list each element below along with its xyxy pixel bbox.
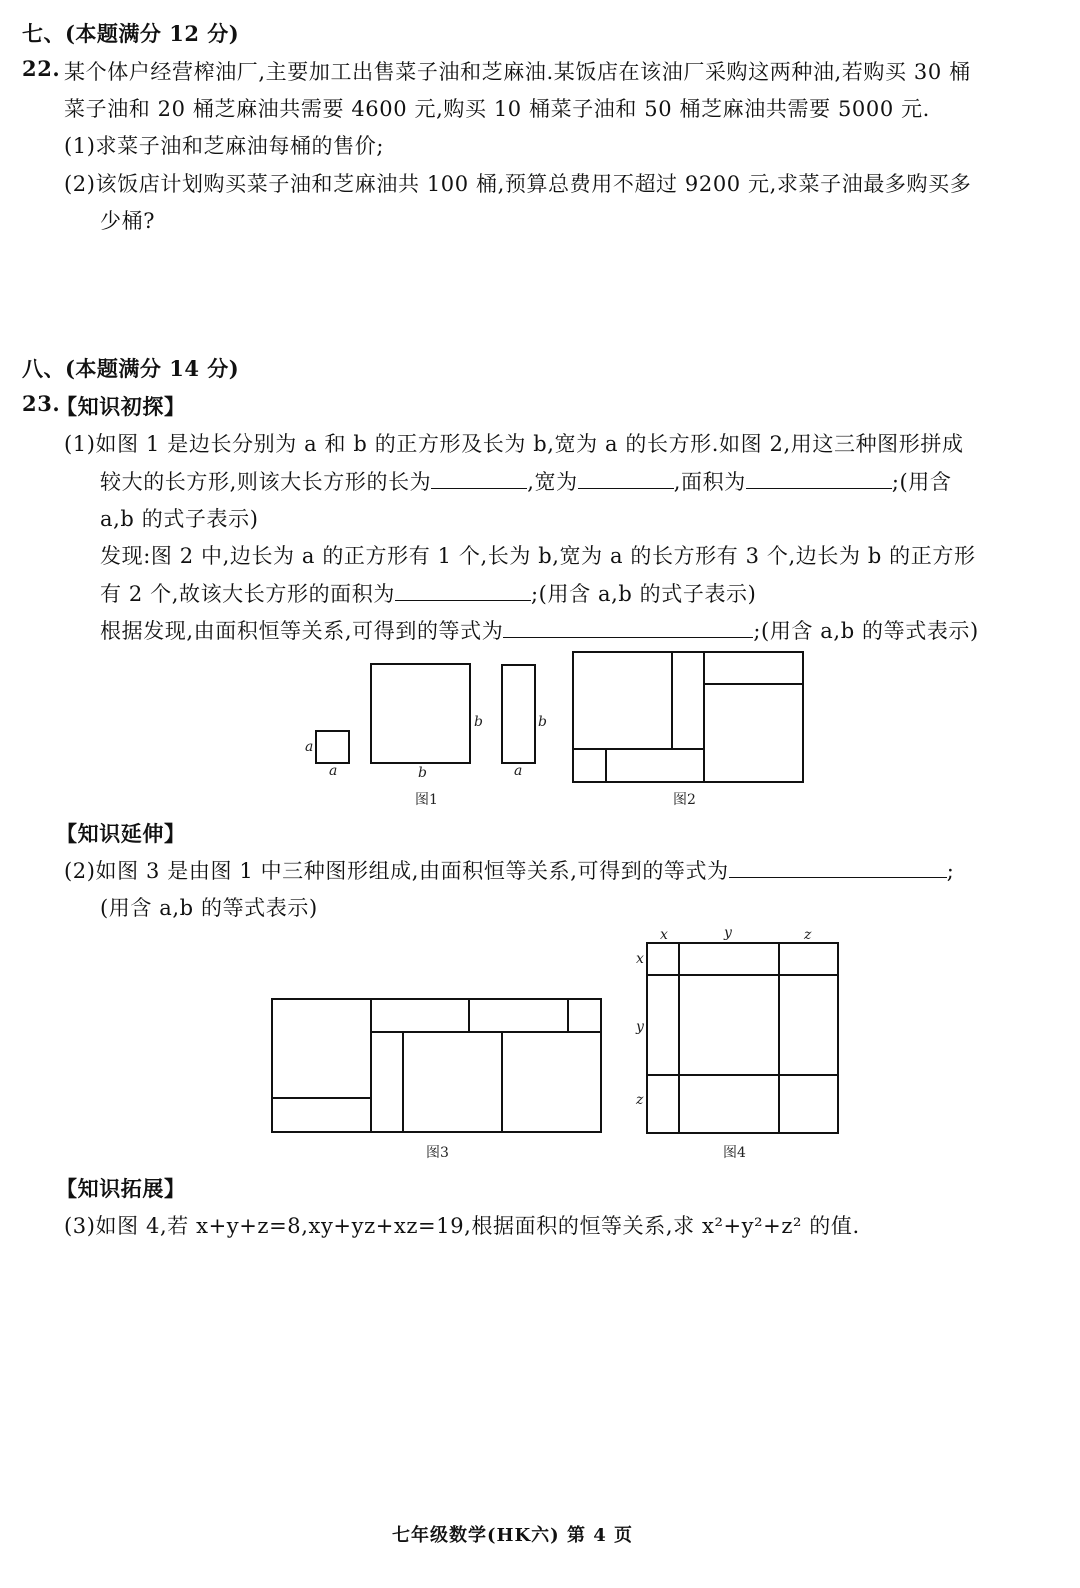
q23-find-line2-b: ;(用含 a,b 的式子表示) [531, 582, 757, 606]
q23-number: 23. [22, 391, 61, 416]
page-footer: 七年级数学(HK六) 第 4 页 [392, 1525, 634, 1546]
fig4-label-x-top: x [660, 927, 668, 943]
q23-p1-line2-d: ;(用含 [891, 470, 952, 494]
q23-find-line2-a: 有 2 个,故该大长方形的面积为 [100, 582, 395, 606]
fig1-label-a-bottom: a [329, 763, 338, 779]
fig1-label-b-side: b [474, 714, 483, 730]
q23-p2-line1-a: (2)如图 3 是由图 1 中三种图形组成,由面积恒等关系,可得到的等式为 [64, 859, 729, 883]
fig2-caption: 图2 [673, 792, 696, 808]
section-7-heading: 七、(本题满分 12 分) [22, 21, 240, 46]
q23-p2-line1 [64, 855, 954, 885]
fig1-caption: 图1 [415, 792, 438, 808]
q23-find-line3-a: 根据发现,由面积恒等关系,可得到的等式为 [100, 619, 504, 643]
q23-p1-line3: a,b 的式子表示) [100, 507, 259, 531]
fig4-label-y-side: y [636, 1019, 644, 1035]
q23-p1-line2-b: ,宽为 [527, 470, 578, 494]
fig1-rect-ab [502, 665, 535, 763]
fig4-label-z-side: z [636, 1092, 644, 1108]
fig4-label-x-side: x [636, 951, 644, 967]
fig3-outer [272, 999, 601, 1132]
q22-number: 22. [22, 56, 61, 81]
q23-p2-line1-b: ; [946, 859, 955, 883]
q22-line1: 某个体户经营榨油厂,主要加工出售菜子油和芝麻油.某饭店在该油厂采购这两种油,若购买 30 桶 [64, 60, 971, 84]
answer-blank-equation-2[interactable] [729, 859, 947, 878]
fig1-label-rect-b: b [538, 714, 547, 730]
q23-tag-expand: 【知识拓展】 [56, 1176, 186, 1201]
q23-p2-line2: (用含 a,b 的等式表示) [100, 896, 318, 920]
q23-p1-line1: (1)如图 1 是边长分别为 a 和 b 的正方形及长为 b,宽为 a 的长方形.如图 2,用这三种图形拼成 [64, 432, 964, 456]
fig1-label-rect-a: a [514, 763, 523, 779]
fig1-label-a-side: a [305, 739, 314, 755]
q23-p1-line2-c: ,面积为 [673, 470, 746, 494]
q22-part2b: 少桶? [100, 209, 156, 233]
q23-p3-line1: (3)如图 4,若 x+y+z=8,xy+yz+xz=19,根据面积的恒等关系,求 x²+y²+z² 的值. [64, 1214, 860, 1238]
fig4-label-z-top: z [804, 927, 812, 943]
q22-part2a: (2)该饭店计划购买菜子油和芝麻油共 100 桶,预算总费用不超过 9200 元,求菜子油最多购买多 [64, 172, 972, 196]
q23-find-line1: 发现:图 2 中,边长为 a 的正方形有 1 个,长为 b,宽为 a 的长方形有 3 个,边长为 b 的正方形 [100, 544, 976, 568]
q22-line2: 菜子油和 20 桶芝麻油共需要 4600 元,购买 10 桶菜子油和 50 桶芝麻油共需要 5000 元. [64, 97, 930, 121]
fig4-label-y-top: y [724, 925, 732, 941]
q23-p1-line2-a: 较大的长方形,则该大长方形的长为 [100, 470, 432, 494]
q23-tag-explore: 【知识初探】 [56, 394, 186, 419]
section-8-heading: 八、(本题满分 14 分) [22, 356, 240, 381]
fig1-square-a [316, 731, 349, 763]
fig2-outer [573, 652, 803, 782]
fig4-caption: 图4 [723, 1145, 746, 1161]
fig1-square-b [371, 664, 470, 763]
fig1-label-b-bottom: b [418, 765, 427, 781]
fig3-caption: 图3 [426, 1145, 449, 1161]
q22-part1: (1)求菜子油和芝麻油每桶的售价; [64, 134, 385, 158]
q23-find-line3-b: ;(用含 a,b 的等式表示) [753, 619, 979, 643]
q23-tag-extend: 【知识延伸】 [56, 821, 186, 846]
fig4-outer [647, 943, 838, 1133]
